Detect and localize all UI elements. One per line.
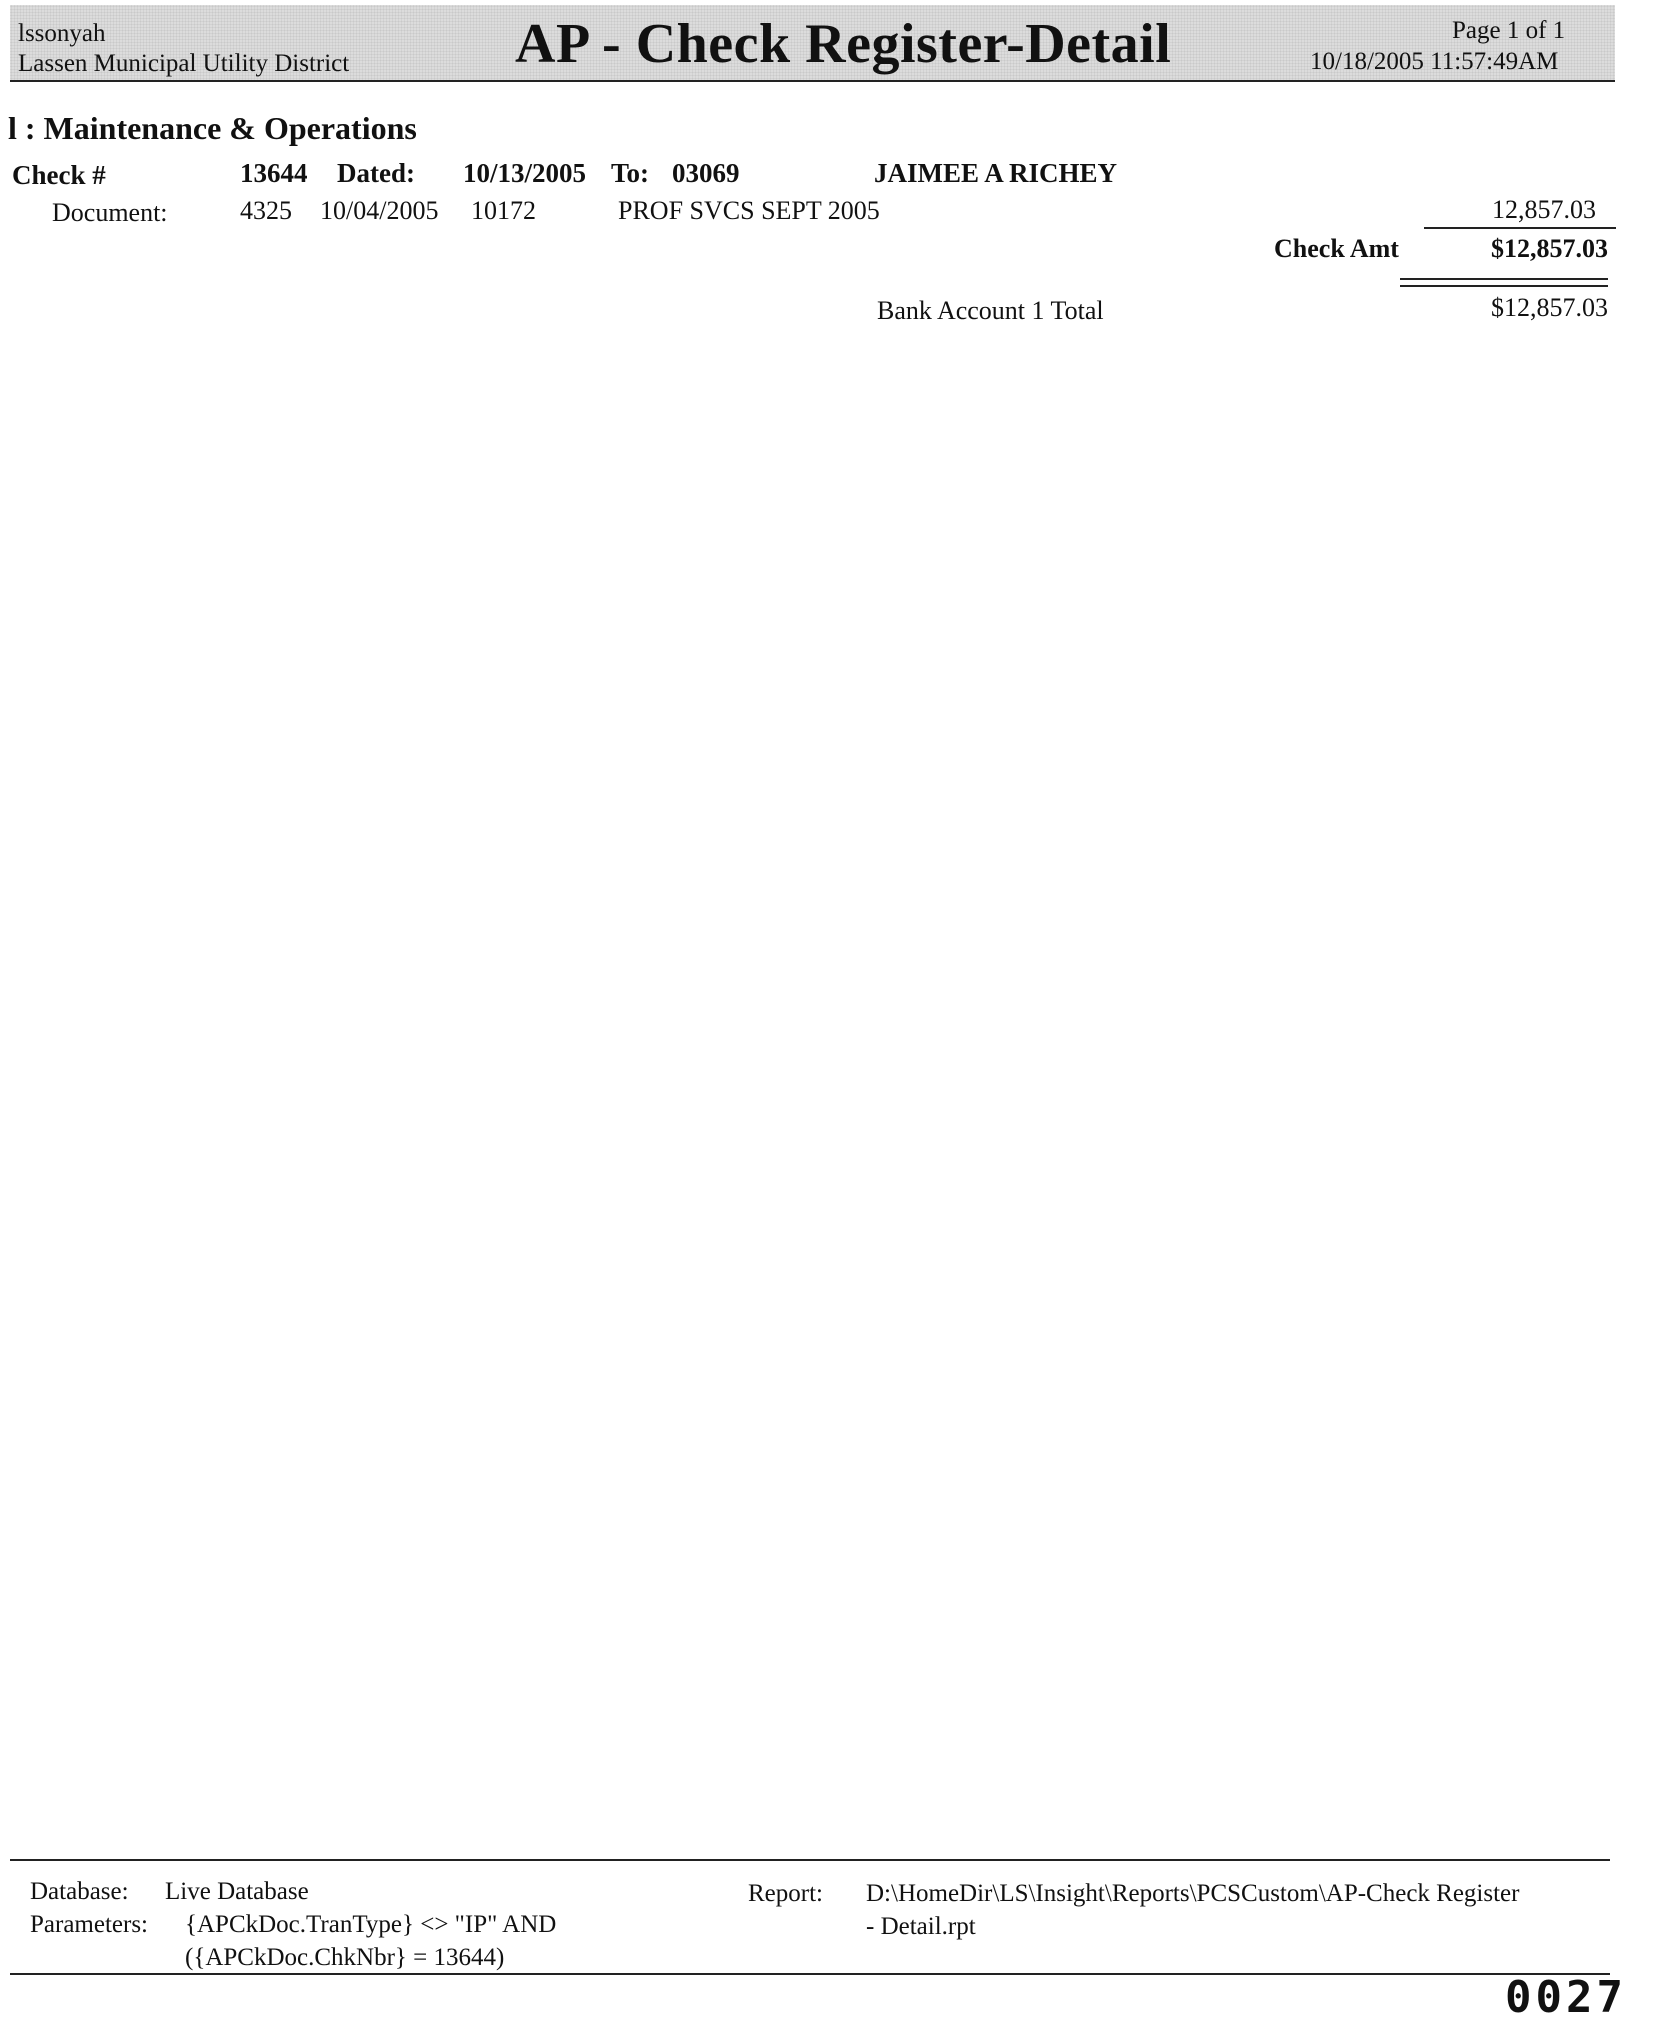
document-amount: 12,857.03	[1492, 195, 1596, 224]
check-label: Check #	[12, 160, 106, 190]
check-amount-value: $12,857.03	[1491, 234, 1608, 263]
database-value: Live Database	[165, 1878, 309, 1905]
report-path-line-1: D:\HomeDir\LS\Insight\Reports\PCSCustom\AP-Check Register	[866, 1880, 1520, 1907]
report-title: AP - Check Register-Detail	[515, 13, 1172, 75]
bank-total-value: $12,857.03	[1491, 293, 1608, 322]
check-date: 10/13/2005	[463, 158, 587, 188]
database-label: Database:	[30, 1878, 129, 1905]
dated-label: Dated:	[337, 158, 415, 188]
document-label: Document:	[52, 198, 168, 227]
subtotal-rule	[1424, 227, 1616, 229]
parameters-line-2: ({APCkDoc.ChkNbr} = 13644)	[185, 1944, 505, 1971]
vendor-name: JAIMEE A RICHEY	[874, 158, 1118, 188]
page-stamp: 0027	[1505, 1972, 1627, 2023]
vendor-id: 03069	[672, 158, 740, 188]
check-number: 13644	[240, 158, 308, 188]
report-label: Report:	[748, 1880, 823, 1907]
document-description: PROF SVCS SEPT 2005	[618, 196, 880, 225]
document-ref: 10172	[471, 196, 536, 225]
to-label: To:	[611, 158, 650, 188]
report-timestamp: 10/18/2005 11:57:49AM	[1310, 48, 1559, 75]
document-date: 10/04/2005	[320, 196, 439, 225]
header-organization: Lassen Municipal Utility District	[18, 50, 350, 77]
report-path-line-2: - Detail.rpt	[866, 1913, 976, 1940]
page-number: Page 1 of 1	[1452, 17, 1566, 44]
document-number: 4325	[240, 196, 292, 225]
total-double-rule-bottom	[1400, 285, 1608, 287]
header-user: lssonyah	[18, 20, 106, 47]
footer-top-rule	[10, 1859, 1610, 1861]
parameters-line-1: {APCkDoc.TranType} <> "IP" AND	[185, 1911, 557, 1938]
total-double-rule-top	[1400, 278, 1608, 280]
section-title: l : Maintenance & Operations	[8, 110, 417, 146]
bank-total-label: Bank Account 1 Total	[877, 296, 1104, 325]
parameters-label: Parameters:	[30, 1911, 149, 1938]
footer-bottom-rule	[10, 1973, 1610, 1975]
check-amount-label: Check Amt	[1274, 234, 1399, 263]
